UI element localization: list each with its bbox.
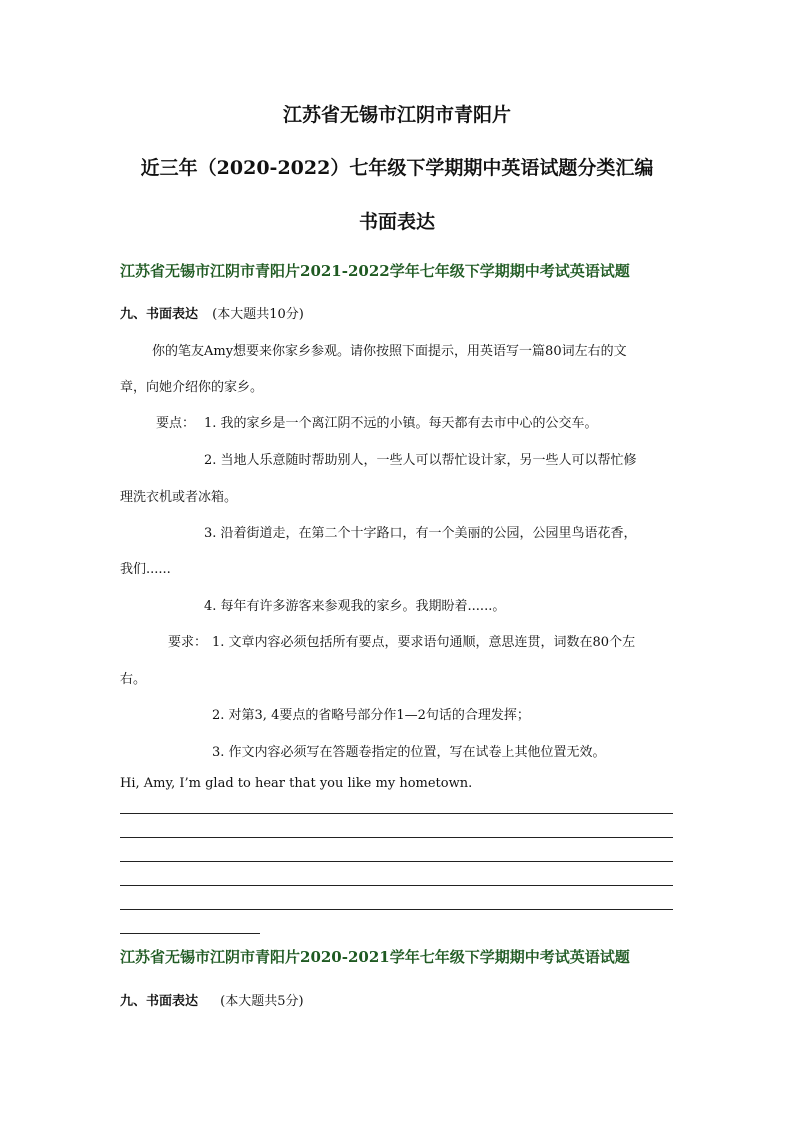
requirement-1-line-1: 1. 文章内容必须包括所有要点，要求语句通顺，意思连贯，词数在80个左 [212, 635, 636, 650]
answer-line [120, 837, 673, 838]
answer-line [120, 909, 673, 910]
start-sentence: Hi, Amy, I’m glad to hear that you like my hometown. [120, 776, 473, 791]
answer-line-short [120, 933, 260, 934]
requirement-2: 2. 对第3, 4要点的省略号部分作1—2句话的合理发挥； [212, 708, 530, 723]
requirements-label: 要求： [168, 635, 208, 650]
section2-question-header [120, 990, 304, 1009]
point-2-line-1: 2. 当地人乐意随时帮助别人，一些人可以帮忙设计家，另一些人可以帮忙修 [204, 453, 637, 468]
answer-line [120, 813, 673, 814]
section1-question-header [120, 303, 304, 322]
requirement-1-line-2: 右。 [120, 672, 147, 687]
document-title-line1: 江苏省无锡市江阴市青阳片 [282, 104, 511, 126]
point-2-line-2: 理洗衣机或者冰箱。 [120, 490, 238, 505]
prompt-line-1: 你的笔友Amy想要来你家乡参观。请你按照下面提示，用英语写一篇80词左右的文 [152, 344, 627, 359]
point-4: 4. 每年有许多游客来参观我的家乡。我期盼着......。 [204, 599, 506, 614]
section2-heading: 江苏省无锡市江阴市青阳片2020-2021学年七年级下学期期中考试英语试题 [120, 948, 630, 966]
point-3-line-1: 3. 沿着街道走，在第二个十字路口，有一个美丽的公园，公园里鸟语花香， [204, 526, 637, 541]
point-3-line-2: 我们...... [120, 562, 171, 577]
document-title-line3: 书面表达 [358, 211, 435, 233]
section1-heading: 江苏省无锡市江阴市青阳片2021-2022学年七年级下学期期中考试英语试题 [120, 262, 630, 280]
question-label: 九、书面表达 [120, 307, 199, 322]
requirement-3: 3. 作文内容必须写在答题卷指定的位置，写在试卷上其他位置无效。 [212, 745, 606, 760]
question-label: 九、书面表达 [120, 994, 199, 1009]
points-label: 要点： [156, 416, 196, 431]
prompt-line-2: 章，向她介绍你的家乡。 [120, 380, 264, 395]
question-note: (本大题共10分) [212, 307, 304, 322]
answer-line [120, 885, 673, 886]
question-note: (本大题共5分) [220, 994, 304, 1009]
document-title-line2: 近三年（2020-2022）七年级下学期期中英语试题分类汇编 [140, 157, 654, 179]
point-1: 1. 我的家乡是一个离江阴不远的小镇。每天都有去市中心的公交车。 [204, 416, 598, 431]
answer-line [120, 861, 673, 862]
